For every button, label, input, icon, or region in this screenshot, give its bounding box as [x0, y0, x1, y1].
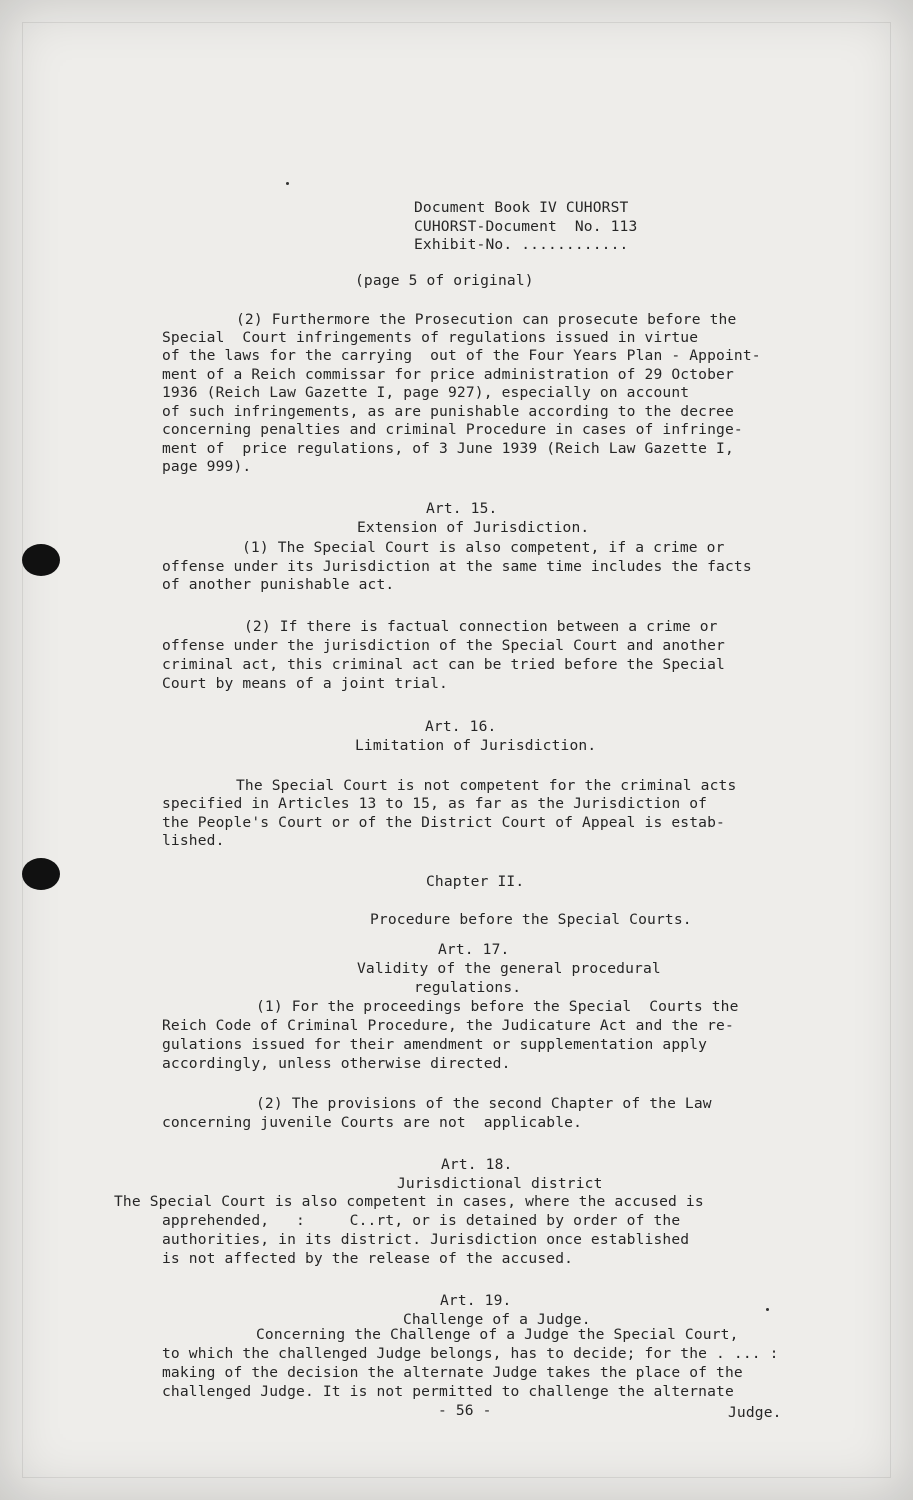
punch-hole-lower: [22, 858, 60, 890]
art18-p1-line: is not affected by the release of the accused.: [162, 1250, 574, 1267]
art14-p2-line: ment of price regulations, of 3 June 1939 (Reich Law Gazette I,: [162, 440, 734, 457]
art19-title: Challenge of a Judge.: [403, 1311, 591, 1328]
art18-p1-line: The Special Court is also competent in cases, where the accused is: [114, 1193, 704, 1210]
art17-title-cont: regulations.: [414, 979, 522, 996]
art15-title: Extension of Jurisdiction.: [357, 519, 590, 536]
art18-title: Jurisdictional district: [397, 1175, 603, 1192]
punch-hole-upper: [22, 544, 60, 576]
art14-p2-line: Special Court infringements of regulations issued in virtue: [162, 329, 699, 346]
art18-p1-line: authorities, in its district. Jurisdiction once established: [162, 1231, 690, 1248]
art17-p1-line: Reich Code of Criminal Procedure, the Judicature Act and the re-: [162, 1017, 734, 1034]
art14-p2-line: (2) Furthermore the Prosecution can prosecute before the: [236, 311, 737, 328]
art14-p2-line: of such infringements, as are punishable according to the decree: [162, 403, 734, 420]
art19-p1-line: Concerning the Challenge of a Judge the Special Court,: [256, 1326, 739, 1343]
art14-p2-line: ment of a Reich commissar for price administration of 29 October: [162, 366, 734, 383]
exhibit-number-line: Exhibit-No. ............: [414, 236, 629, 253]
art15-p1-line: (1) The Special Court is also competent, if a crime or: [242, 539, 725, 556]
paper-speck: [766, 1308, 769, 1311]
doc-book-line: Document Book IV CUHORST: [414, 199, 629, 216]
art16-p1-line: The Special Court is not competent for the criminal acts: [236, 777, 737, 794]
art18-heading: Art. 18.: [441, 1156, 513, 1173]
art15-p2-line: offense under the jurisdiction of the Special Court and another: [162, 637, 725, 654]
art15-p2-line: (2) If there is factual connection between a crime or: [244, 618, 718, 635]
art18-p1-line: apprehended, : C..rt, or is detained by order of the: [162, 1212, 681, 1229]
art15-p1-line: offense under its Jurisdiction at the same time includes the facts: [162, 558, 752, 575]
document-number-line: CUHORST-Document No. 113: [414, 218, 638, 235]
art17-p2-line: concerning juvenile Courts are not applicable.: [162, 1114, 583, 1131]
art17-p1-line: (1) For the proceedings before the Special Courts the: [256, 998, 739, 1015]
chapter-heading: Chapter II.: [426, 873, 525, 890]
chapter-title: Procedure before the Special Courts.: [370, 911, 692, 928]
art17-title: Validity of the general procedural: [357, 960, 661, 977]
art19-p1-line: challenged Judge. It is not permitted to challenge the alternate: [162, 1383, 734, 1400]
art16-title: Limitation of Jurisdiction.: [355, 737, 597, 754]
page-number: - 56 -: [438, 1402, 492, 1419]
art19-p1-line: to which the challenged Judge belongs, has to decide; for the . ... :: [162, 1345, 779, 1362]
art17-heading: Art. 17.: [438, 941, 510, 958]
art19-heading: Art. 19.: [440, 1292, 512, 1309]
art19-p1-line: making of the decision the alternate Judge takes the place of the: [162, 1364, 743, 1381]
art16-heading: Art. 16.: [425, 718, 497, 735]
art17-p2-line: (2) The provisions of the second Chapter of the Law: [256, 1095, 712, 1112]
art15-heading: Art. 15.: [426, 500, 498, 517]
art17-p1-line: accordingly, unless otherwise directed.: [162, 1055, 511, 1072]
art14-p2-line: page 999).: [162, 458, 252, 475]
art17-p1-line: gulations issued for their amendment or supplementation apply: [162, 1036, 708, 1053]
art15-p2-line: criminal act, this criminal act can be tried before the Special: [162, 656, 725, 673]
art15-p2-line: Court by means of a joint trial.: [162, 675, 448, 692]
paper-speck: [286, 182, 289, 185]
page-of-original: (page 5 of original): [355, 272, 534, 289]
art14-p2-line: concerning penalties and criminal Procedure in cases of infringe-: [162, 421, 743, 438]
art16-p1-line: lished.: [162, 832, 225, 849]
art19-last-word: Judge.: [728, 1404, 782, 1421]
art14-p2-line: 1936 (Reich Law Gazette I, page 927), especially on account: [162, 384, 690, 401]
art16-p1-line: the People's Court or of the District Court of Appeal is estab-: [162, 814, 725, 831]
art15-p1-line: of another punishable act.: [162, 576, 395, 593]
art14-p2-line: of the laws for the carrying out of the Four Years Plan - Appoint-: [162, 347, 761, 364]
art16-p1-line: specified in Articles 13 to 15, as far as the Jurisdiction of: [162, 795, 708, 812]
